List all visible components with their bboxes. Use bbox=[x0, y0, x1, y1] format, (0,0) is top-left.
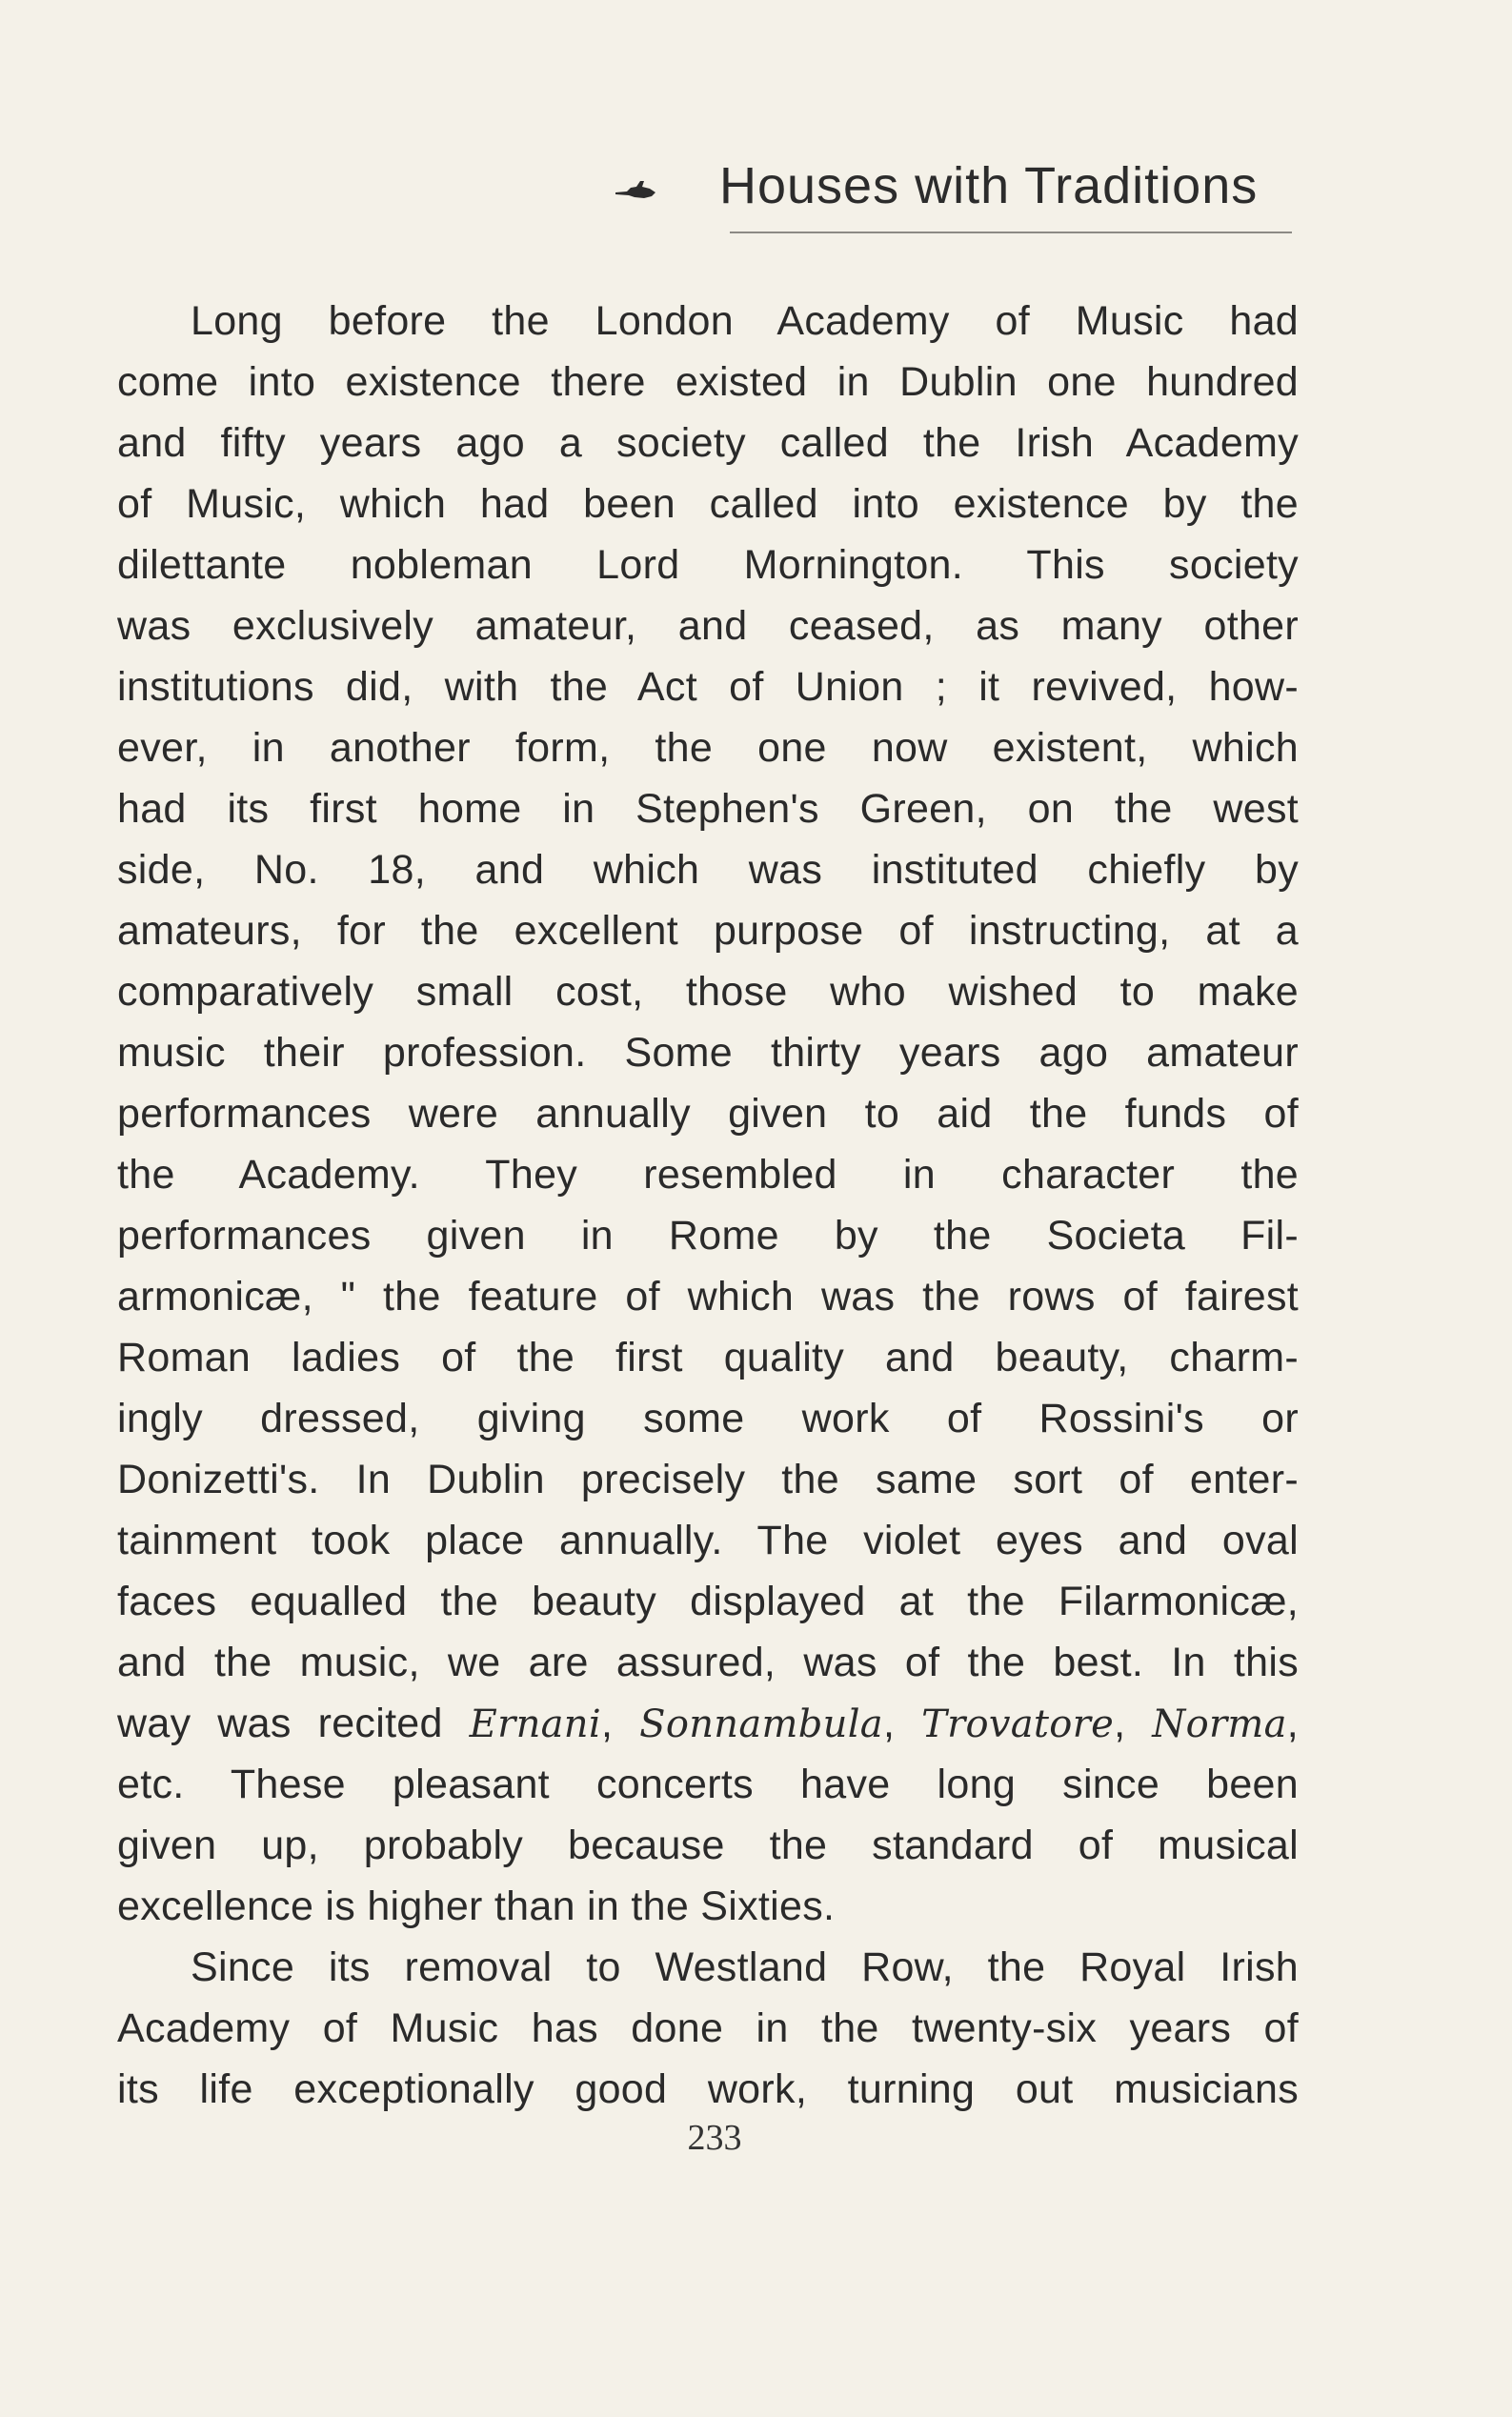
pointing-hand-icon bbox=[614, 179, 659, 202]
text-line: faces equalled the beauty displayed at the Filarmonicæ, bbox=[117, 1579, 1299, 1624]
text-line: Roman ladies of the first quality and beauty, charm- bbox=[117, 1335, 1299, 1380]
text-line: the Academy. They resembled in character the bbox=[117, 1152, 1299, 1198]
text-line: and the music, we are assured, was of the best. In this bbox=[117, 1640, 1299, 1685]
text-segment: , bbox=[1114, 1701, 1153, 1746]
text-line: etc. These pleasant concerts have long since been bbox=[117, 1762, 1299, 1807]
italic-title: Norma bbox=[1152, 1702, 1287, 1746]
italic-title: Trovatore bbox=[921, 1702, 1115, 1746]
text-segment: , bbox=[600, 1701, 640, 1746]
page-number: 233 bbox=[687, 2118, 742, 2158]
text-line: performances were annually given to aid the funds of bbox=[117, 1091, 1299, 1137]
text-line: Since its removal to Westland Row, the Royal Irish bbox=[191, 1944, 1299, 1990]
text-line: come into existence there existed in Dublin one hundred bbox=[117, 359, 1299, 405]
text-line: performances given in Rome by the Societa Fil- bbox=[117, 1213, 1299, 1259]
header-rule bbox=[730, 232, 1292, 233]
text-line: given up, probably because the standard of musical bbox=[117, 1823, 1299, 1868]
text-segment: , bbox=[882, 1701, 922, 1746]
text-line: excellence is higher than in the Sixties. bbox=[117, 1883, 836, 1929]
text-line: and fifty years ago a society called the Irish Academy bbox=[117, 420, 1299, 466]
text-line: tainment took place annually. The violet eyes and oval bbox=[117, 1518, 1299, 1563]
text-line: institutions did, with the Act of Union ; it revived, how- bbox=[117, 664, 1299, 710]
text-line: its life exceptionally good work, turning out musicians bbox=[117, 2066, 1299, 2112]
text-segment: , bbox=[1286, 1701, 1299, 1746]
running-title: Houses with Traditions bbox=[719, 157, 1259, 214]
text-line: Academy of Music has done in the twenty-six years of bbox=[117, 2005, 1299, 2051]
text-line: amateurs, for the excellent purpose of instructing, at a bbox=[117, 908, 1299, 954]
text-line: armonicæ, " the feature of which was the rows of fairest bbox=[117, 1274, 1299, 1319]
text-line: dilettante nobleman Lord Mornington. This society bbox=[117, 542, 1299, 588]
text-line-with-titles bbox=[117, 1693, 1299, 1754]
text-segment: way was recited bbox=[117, 1701, 470, 1746]
text-line: was exclusively amateur, and ceased, as many other bbox=[117, 603, 1299, 649]
body-text bbox=[117, 291, 1299, 2120]
text-line: had its first home in Stephen's Green, on the west bbox=[117, 786, 1299, 832]
italic-title: Sonnambula bbox=[639, 1702, 883, 1746]
text-line: of Music, which had been called into existence by the bbox=[117, 481, 1299, 527]
text-line: comparatively small cost, those who wished to make bbox=[117, 969, 1299, 1015]
text-line: side, No. 18, and which was instituted chiefly by bbox=[117, 847, 1299, 893]
running-head bbox=[705, 156, 1296, 217]
text-line: music their profession. Some thirty years ago amateur bbox=[117, 1030, 1299, 1076]
italic-title: Ernani bbox=[469, 1702, 601, 1746]
text-line: Long before the London Academy of Music had bbox=[191, 298, 1299, 344]
text-line: Donizetti's. In Dublin precisely the same sort of enter- bbox=[117, 1457, 1299, 1502]
text-line: ingly dressed, giving some work of Rossini's or bbox=[117, 1396, 1299, 1441]
text-line: ever, in another form, the one now existent, which bbox=[117, 725, 1299, 771]
